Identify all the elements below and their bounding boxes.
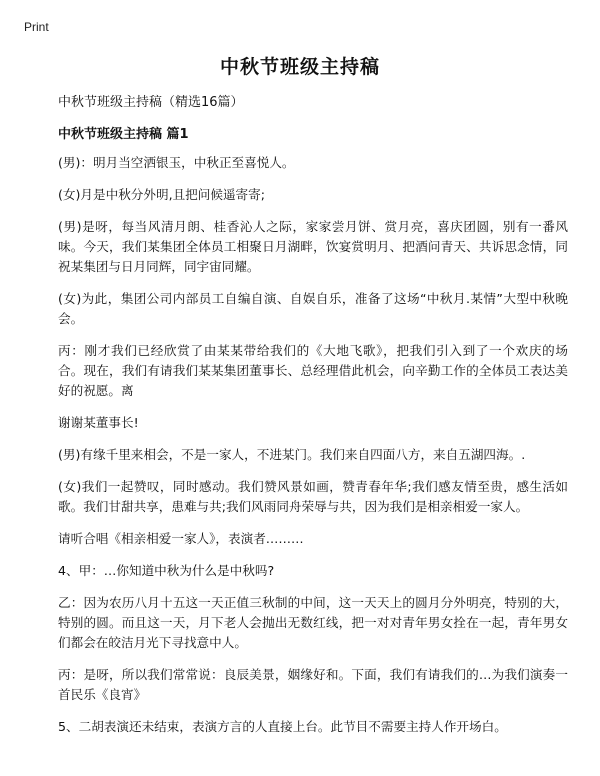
paragraph: (女)月是中秋分外明,且把问候遥寄寄; [58,187,265,202]
paragraph: (女)为此，集团公司内部员工自编自演、自娱自乐，准备了这场“中秋月.某情”大型中秋晚会。 [58,291,568,326]
paragraph: (男)有缘千里来相会，不是一家人，不进某门。我们来自四面八方，来自五湖四海。. [58,447,526,462]
paragraph: 谢谢某董事长! [58,415,139,430]
page-title: 中秋节班级主持稿 [219,56,380,78]
paragraph: 丙：是呀，所以我们常常说：良辰美景，姻缘好和。下面，我们有请我们的…为我们演奏一首民乐《良宵》 [58,667,568,702]
paragraph: (男)：明月当空洒银玉，中秋正至喜悦人。 [58,155,295,170]
document-body [58,93,568,749]
paragraph: 4、甲：…你知道中秋为什么是中秋吗? [58,563,275,578]
paragraph: 5、二胡表演还未结束，表演方言的人直接上台。此节目不需要主持人作开场白。 [58,719,507,734]
paragraph: 丙：刚才我们已经欣赏了由某某带给我们的《大地飞歌》，把我们引入到了一个欢庆的场合。现在，我们有请我们某某集团董事长、总经理借此机会，向辛勤工作的全体员工表达美好的祝愿。离 [58,343,568,398]
print-link[interactable]: Print [24,20,49,34]
paragraph: (男)是呀，每当风清月朗、桂香沁人之际，家家尝月饼、赏月亮，喜庆团圆，别有一番风味。今天，我们某集团全体员工相聚日月湖畔，饮宴赏明月、把酒问青天、共诉思念情，同祝某集团与日月同辉，同宇宙同耀。 [58,219,568,274]
document-subtitle: 中秋节班级主持稿（精选16篇） [58,95,244,110]
section-heading: 中秋节班级主持稿 篇1 [58,127,189,142]
paragraph: (女)我们一起赞叹，同时感动。我们赞风景如画，赞青春年华;我们感友情至贵，感生活如歌。我们甘甜共享，患难与共;我们风雨同舟荣辱与共，因为我们是相亲相爱一家人。 [58,479,568,514]
paragraph: 请听合唱《相亲相爱一家人》，表演者……… [58,531,304,546]
paragraph: 乙：因为农历八月十五这一天正值三秋制的中间，这一天天上的圆月分外明亮，特别的大，特别的圆。而且这一天，月下老人会抛出无数红线，把一对对青年男女拴在一起，青年男女们都会在皎洁月光下寻找意中人。 [58,595,568,650]
